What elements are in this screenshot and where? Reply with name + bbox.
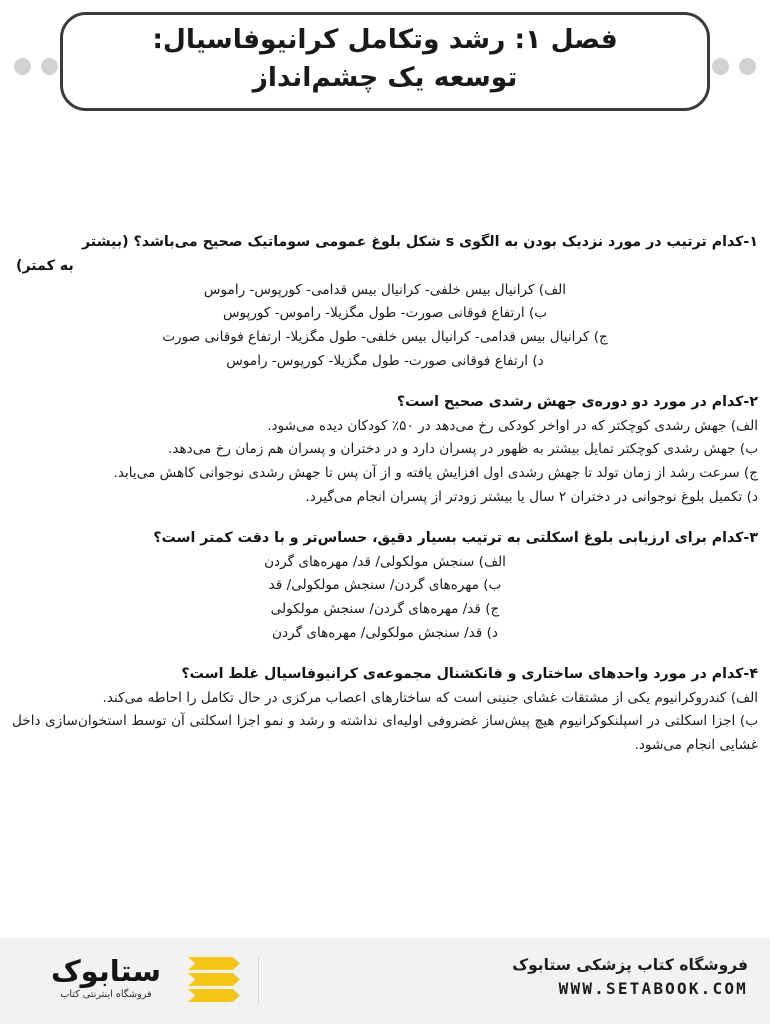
question-block	[12, 230, 758, 373]
content-fade-overlay	[0, 896, 770, 938]
question-stem	[12, 230, 758, 279]
question-stem: ۳-کدام برای ارزیابی بلوغ اسکلتی به ترتیب بسیار دقیق، حساس‌تر و با دقت کمتر است؟	[153, 530, 758, 547]
answer-option: الف) جهش رشدی کوچکتر که در اواخر کودکی رخ می‌دهد در ۵۰٪ کودکان دیده می‌شود.	[267, 417, 758, 434]
question-stem-text: ۱-کدام ترتیب در مورد نزدیک بودن به الگوی s شکل بلوغ عمومی سوماتیک صحیح می‌باشد؟ (بیشتر	[81, 234, 758, 250]
header-dots-right	[712, 58, 756, 75]
chevron-icon	[188, 957, 240, 970]
chapter-title-line-2: توسعه یک چشم‌انداز	[252, 62, 518, 94]
decorative-dot	[14, 58, 31, 75]
footer-brand-text	[512, 954, 748, 1001]
answer-option: ب) ارتفاع فوقانی صورت- طول مگزیلا- راموس- کورپوس	[222, 305, 548, 322]
question-stem: ۲-کدام در مورد دو دوره‌ی جهش رشدی صحیح است؟	[396, 394, 758, 411]
chevron-icon	[188, 973, 240, 986]
question-block	[12, 662, 758, 757]
answer-option: ب) مهره‌های گردن/ سنجش مولکولی/ قد	[268, 577, 502, 594]
logo-word-main: ستابوک	[50, 954, 161, 988]
page-footer	[0, 937, 770, 1024]
store-name: فروشگاه کتاب پزشکی ستابوک	[512, 956, 748, 974]
chevron-icon	[188, 989, 240, 1002]
header-dots-left	[14, 58, 58, 75]
answer-option: د) قد/ سنجش مولکولی/ مهره‌های گردن	[272, 624, 498, 641]
logo-word-sub: فروشگاه اینترنتی کتاب	[60, 989, 152, 1001]
chapter-title	[152, 21, 617, 98]
answer-option: الف) سنجش مولکولی/ قد/ مهره‌های گردن	[264, 553, 506, 570]
decorative-dot	[739, 58, 756, 75]
decorative-dot	[712, 58, 729, 75]
question-stem: ۴-کدام در مورد واحدهای ساختاری و فانکشنال مجموعه‌ی کرانیوفاسیال غلط است؟	[181, 666, 758, 683]
setabook-logo-icon	[188, 954, 244, 1006]
footer-logo-wordmark	[36, 956, 176, 1000]
chapter-title-line-1: فصل ۱: رشد وتکامل کرانیوفاسیال:	[152, 24, 618, 55]
answer-option: الف) کندروکرانیوم یکی از مشتقات غشای جنینی است که ساختارهای اعصاب مرکزی در حال تکامل را احاطه می‌کند.	[102, 689, 758, 706]
footer-divider	[258, 956, 259, 1006]
answer-option: د) تکمیل بلوغ نوجوانی در دختران ۲ سال یا بیشتر زودتر از پسران انجام می‌گیرد.	[305, 488, 758, 505]
answer-option: الف) کرانیال بیس خلفی- کرانیال بیس قدامی- کورپوس- راموس	[203, 281, 567, 298]
question-block	[12, 526, 758, 645]
answer-option: ج) کرانیال بیس قدامی- کرانیال بیس خلفی- طول مگزیلا- ارتفاع فوقانی صورت	[162, 329, 608, 346]
answer-option: د) ارتفاع فوقانی صورت- طول مگزیلا- کورپوس- راموس	[226, 352, 544, 369]
website-url[interactable]: WWW.SETABOOK.COM	[558, 979, 748, 999]
answer-option: ج) قد/ مهره‌های گردن/ سنجش مولکولی	[270, 601, 500, 618]
questions-container	[12, 230, 758, 775]
answer-option: ب) اجزا اسکلتی در اسپلنکوکرانیوم هیچ پیش‌ساز غضروفی اولیه‌ای نداشته و رشد و نمو اجزا اسکلتی آن توسط استخوان‌سازی داخل غشایی انجام می‌شود.	[12, 713, 758, 754]
chapter-title-box	[60, 12, 710, 111]
page-header	[0, 0, 770, 135]
question-stem-continuation: به کمتر)	[16, 258, 74, 275]
answer-option: ج) سرعت رشد از زمان تولد تا جهش رشدی اول افزایش یافته و از آن پس تا جهش رشدی نوجوانی کاهش می‌یابد.	[113, 465, 758, 482]
answer-option: ب) جهش رشدی کوچکتر تمایل بیشتر به ظهور در پسران دارد و در دختران و پسران هم زمان رخ می‌دهد.	[168, 441, 758, 458]
question-block	[12, 390, 758, 509]
decorative-dot	[41, 58, 58, 75]
